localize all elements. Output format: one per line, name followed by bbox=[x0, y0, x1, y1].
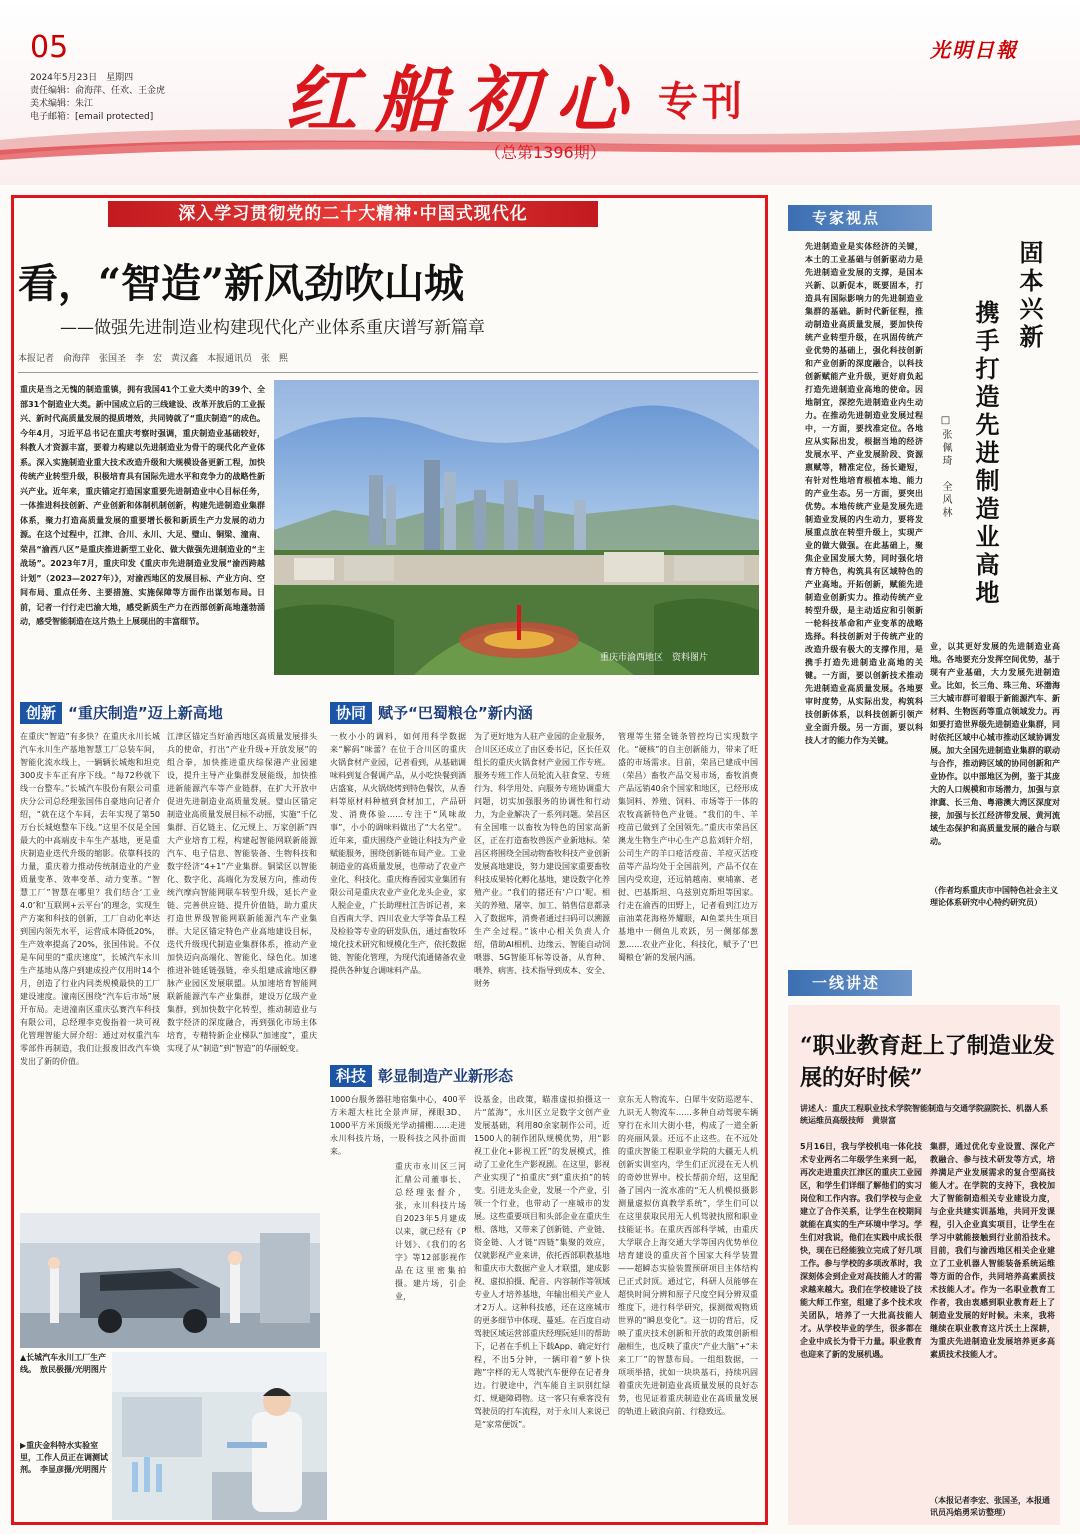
theme-banner: 深入学习贯彻党的二十大精神·中国式现代化 bbox=[108, 201, 598, 227]
section-tag: 科技 bbox=[330, 1065, 372, 1087]
main-headline: 看，“智造”新风劲吹山城 bbox=[18, 260, 465, 307]
expert-article-body: 业，以其更好发展的先进制造业高地。各地要充分发挥空间优势，基于现有产业基础，大力发展先进制造业。比如，长三角、珠三角、环渤海三大城市群可着眼于新能源汽车、新材料、生物医药等重点领域发力。再如要打造世界级先进制造业集群，同时依托区域中心城市推动区域协调发展。加大全国先进制造业集群的联动与合作，推动跨区域的协同创新和产业协作。以中部地区为例，鉴于其庞大的人口规模和市场潜力，加强与京津冀、长三角、粤港澳大湾区深度对接，加强与长江经济带发展、黄河流域生态保护和高质量发展的融合与联动。 bbox=[930, 642, 1060, 846]
photo-caption: ▶重庆金科特水实验室里，工作人员正在调测试剂。 李显彦摄/光明图片 bbox=[20, 1441, 108, 1474]
section-title: 赋予“巴蜀粮仓”新内涵 bbox=[378, 704, 533, 722]
page-number: 05 bbox=[30, 30, 69, 65]
laboratory-photo bbox=[112, 1352, 327, 1520]
section-tag: 创新 bbox=[20, 702, 62, 724]
issue-date: 2024年5月23日 星期四 bbox=[30, 73, 134, 83]
frontline-note: （本报记者李宏、张国圣，本报通讯员冯焰勇采访整理） bbox=[930, 1496, 1050, 1517]
article-column: 1000台服务器驻地宿集中心，400平方米超大柱比全景声屏，裸眼3D、1000平方米顶级光学动捕棚……走进永川科技片场，一股科技之风扑面而来。 bbox=[330, 1095, 466, 1156]
section-tag: 协同 bbox=[330, 702, 372, 724]
email-line: 电子邮箱：[email protected] bbox=[30, 112, 154, 122]
newspaper-logo: 光明日報 bbox=[930, 38, 1018, 62]
article-column: 在重庆“智造”有多快？在重庆永川长城汽车永川生产基地智慧工厂总装车间，智能化流水线上，一辆辆长城炮和坦克300皮卡车正有序下线。“每72秒就下线一台整车。”长城汽车股份有限公司重庆分公司总经理张国伟自豪地向记者介绍，“就在这个车间，去年实现了第50万台长城炮整车下线。”这里不仅是全国最大的中高端皮卡车生产基地，更是重庆制造业迭代升级的缩影。依靠科技的力量，重庆着力推动传统制造业的产业质量变革、效率变革、动力变革。“智慧工厂”智慧在哪里？我们结合‘工业4.0’和‘互联网+云平台’的理念，实现生产方案和科技的创新，工厂自动化率达到国内领先水平，运营成本降低20%，生产效率提高了20%，张国伟说。不仅是车间里的“重庆速度”，长城汽车永川生产基地从落户到建成投产仅用时14个月，创造了行业内同类规模最快的工厂建设速度。潼南区围绕“汽车后市场”展开布局。走进潼南区重庆弘赛汽车科技有限公司，总经理李克俊指着一块可视化管理智能大屏介绍：通过对权重汽车零部件再制造，我们让报废旧改汽车焕发出了新的价值。 bbox=[20, 732, 160, 1066]
divider bbox=[18, 372, 758, 373]
article-column: 一枚小小的调料，如何用科学数据来“解码”味蕾？在位于合川区的重庆火锅食材产业园，记者看到，从基础调味料到复合餐调产品，从小吃快餐到酒店盛宴，从火锅烧烤到特色餐饮，从香料等原材料种植到食材加工，产品研发、消费体验……专注于“风味故事”，小小的调味料做出了“大名堂”。近年来，重庆围绕产业链让科技为产业赋能服务，围绕创新链布局产业。工业制造业的高质量发展，也带动了农业产业化、科技化。重庆梅香园实业集团有限公司是重庆农业产业化龙头企业，家人脱企业，广长助理杜江告诉记者，来自西南大学、四川农业大学等食品工程及检验等专业的研发队伍，通过畜牧环境化技术研究和规模化生产，依托数据链、智能化管理，为现代流通储备农业提供各种复合调味料产品。 bbox=[330, 732, 466, 975]
article-column: 重庆市永川区三河汇鼎公司董事长、总经理张督介，张，永川科技片场自2023年5月建成以来，就已经有《P计划》、《我们的名字》等12部影视作品在这里密集拍摄。建片场，引企业， bbox=[395, 1162, 466, 1301]
expert-title-line2: 携手打造先进制造业高地 bbox=[971, 300, 1000, 608]
article-column: 江津区锚定当好渝西地区高质量发展排头兵的使命，打出“产业升级+开放发展”的组合拳，加快推进重庆综保港产业园建设，提升主导产业集群发展能级，加快推进新能源汽车等产业链群，在扩大开放中促进先进制造业高质量发展。璧山区锚定制造业高质量发展目标不动摇，实施“千亿集群、百亿链主、亿元规上、万家创新”四大产业培育工程，构建起智能网联新能源汽车、电子信息、智能装备、生物科技和数字经济“4+1”产业集群。铜梁区以智能化、数字化、高端化为发展方向，推动传统汽摩向智能网联车转型升级，延长产业链、完善供应链、提升价值链，助力重庆打造世界级智能网联新能源汽车产业集群。大足区锚定特色产业高地建设目标，迭代升级现代制造业集群体系，推动产业加快迈向高端化、智能化、绿色化。加速推进补链延链强链，牵头组建成渝地区静脉产业园区发展联盟。从加速培育智能网联新能源汽车产业集群，建设万亿级产业集群，到加快数字化转型，推动制造业与数字经济的深度融合，再到强化市场主体培育，专精特新企业梯队“加速度”，重庆实现了从“制造”到“智造”的华丽蜕变。 bbox=[167, 732, 317, 1053]
section-title: 彰显制造产业新形态 bbox=[378, 1067, 514, 1085]
frontline-body: 5月16日，我与学校机电一体化技术专业两名二年级学生来到一起，再次走进重庆江津区的重庆工业园区，和学生们详细了解他们的实习岗位和工作内容。我们学校与企业建立了合作关系，让学生在校期间就能在真实的生产环境中学习。学生们对我说，他们在实践中成长很快，现在已经能独立完成了好几项工作。参与学校的多项改革时，我深刻体会到企业对高技能人才的需求越来越大。我们在学校建设了技能大师工作室，组建了多个技术攻关团队，培养了一大批高技能人才。从学校毕业的学生，很多都在企业中成长为骨干力量。职业教育也迎来了新的发展机遇。 bbox=[800, 1142, 922, 1359]
section-header-synergy bbox=[330, 702, 533, 724]
expert-author-note: （作者均系重庆市中国特色社会主义理论体系研究中心特约研究员） bbox=[930, 886, 1058, 907]
section-header-technology bbox=[330, 1065, 513, 1087]
frontline-title: “职业教育赶上了制造业发展的好时候” bbox=[800, 1033, 1055, 1091]
car-factory-photo bbox=[20, 1213, 320, 1348]
article-column: 管理等生猪全链条管控均已实现数字化。“硬核”的自主创新能力，带来了旺盛的市场需求。目前，荣昌已建成中国（荣昌）畜牧产品交易市场，畜牧消费产品远销40余个国家和地区，已经形成集饲料、养殖、饲料、市场等于一体的农牧高新特色产业链。“我们的牛、羊疫苗已做到了全国领先。”重庆市荣昌区澳龙生物生产中心生产总监刘轩介绍，公司生产的羊口疮活疫苗、羊痘灭活疫苗等产品均处于全国前列，产品不仅在国内受欢迎，还远销越南、柬埔寨、老挝、巴基斯坦、乌兹别克斯坦等国家。行走在渝西的田野上，记者看到江边万亩油菜花海格外耀眼，AI鱼菜共生项目基地中一侧鱼儿欢跃，另一侧郁郁葱葱……农业产业化、科技化，赋予了‘巴蜀粮仓’新的发展内涵。 bbox=[618, 732, 758, 962]
frontline-body: 集群，通过优化专业设置、深化产教融合、参与技术研发等方式，培养满足产业发展需求的复合型高技能人才。在学院的支持下，我校加大了智能制造相关专业建设力度，与企业共建实训基地，共同开发课程，引入企业真实项目，让学生在学习中就能接触到行业前沿技术。目前，我们与渝西地区相关企业建立了工业机器人智能装备系统运维等方面的合作，共同培养高素质技术技能人才。作为一名职业教育工作者，我由衷感到职业教育赶上了制造业发展的好时候。未来，我将继续在职业教育这片沃土上深耕，为重庆先进制造业发展培养更多高素质技术技能人才。 bbox=[930, 1142, 1055, 1359]
frontline-speaker: 讲述人：重庆工程职业技术学院智能制造与交通学院副院长、机器人系统运维员高级技师 黄崇富 bbox=[800, 1104, 1048, 1125]
photo-caption: 重庆市渝西地区 资料图片 bbox=[600, 653, 709, 663]
special-title: 红船初心 bbox=[285, 57, 646, 142]
photo-caption: ▲长城汽车永川工厂生产线。 敖民极摄/光明图片 bbox=[20, 1353, 107, 1374]
expert-authors: □张佩琦 全风林 bbox=[940, 415, 951, 520]
lead-paragraph: 重庆是当之无愧的制造重镇，拥有我国41个工业大类中的39个、全部31个制造业大类。新中国成立后的三线建设、改革开放后的工业振兴、新时代高质量发展的提质增效，共同铸就了“重庆制造”的成色。今年4月，习近平总书记在重庆考察时强调，重庆制造业基础较好，科教人才资源丰富，要着力构建以先进制造业为骨干的现代化产业体系。深入实施制造业重大技术改造升级和大规模设备更新工程，加快传统产业转型升级，积极培育具有国际先进水平和竞争力的战略性新兴产业。近年来，重庆锚定打造国家重要先进制造业中心目标任务，一体推进科技创新、产业创新和体制机制创新，构建先进制造业集群体系，聚力打造高质量发展的重要增长极和新质生产力发展的动力源。在这个过程中，江津、合川、永川、大足、璧山、铜梁、潼南、荣昌“渝西八区”是重庆推进新型工业化、做大做强先进制造业的“主战场”。2023年7月，重庆印发《重庆市先进制造业发展“渝西跨越计划”（2023—2027年）》，对渝西地区的发展目标、产业方向、空间布局、重点任务、主要措施、实施保障等方面作出谋划布局。日前，记者一行行走巴渝大地，感受新质生产力在西部创新高地蓬勃涌动，感受智能制造在这片热土上展现出的丰富细节。 bbox=[20, 385, 265, 626]
byline: 本报记者 俞海萍 张国圣 李 宏 黄汉鑫 本报通讯员 张 熙 bbox=[18, 354, 289, 364]
design-editor-line: 美术编辑：朱江 bbox=[30, 99, 94, 109]
article-column: 设基金，出政策，瞄准虚拟拍摄这一片“蓝海”，永川区立足数字文创产业发展基础，利用80余家制作公司，近1500人的制作团队规模优势，用“影视工业化+影视工匠”的发展模式，推动了工业化生产影视剧。在这里，影视产业实现了“拍重庆”到“重庆拍”的转变。引进龙头企业，发展一个产业，引领一个行业，也带动了一座城市的发展。这些重要项目和头部企业在重庆生根、落地，又带来了创新链、产业链、资金链、人才链“四链”集聚的效应，仅就影视产业来讲，依托西部职教基地和重庆市大数据产业人才联盟，建成影视、虚拟拍摄、配音、内容制作等领域专业人才培养基地，年输出相关产业人才2万人。这种科技感，还在这座城市的更多细节中体现、蔓延。在百度自动驾驶区域运营部重庆经理阮延川的帮助下，记者在手机上下载App、确定好行程，不出5分钟，一辆印着“萝卜快跑”字样的无人驾驶汽车便停在记者身边。行驶途中，汽车能自主识别红绿灯、规避障碍物。这一客只有乘客没有驾驶员的打车流程，对于永川人来说已是“家常便饭”。 bbox=[474, 1095, 610, 1429]
section-header-innovation bbox=[20, 702, 223, 724]
expert-article-body: 先进制造业是实体经济的关键，本土的工业基础与创新驱动力是先进制造业发展的支撑，是国本兴新、以新促本，既要固本，打造具有国际影响力的先进制造业集群的基础。新时代新征程，推动制造业高质量发展，要加快传统产业转型升级，在巩固传统产业优势的基础上，强化科技创新和产业创新的深度融合，以科技创新赋能产业升级，更好肩负起打造先进制造业高地的使命。因地制宜，深挖先进制造业内生动力。在推动先进制造业发展过程中，一方面，要找准定位。各地应从实际出发，根据当地的经济发展水平、产业发展阶段、资源禀赋等，精准定位，扬长避短，有针对性地培育根植本地、能力的产业生态。另一方面，要突出优势。本地传统产业是发展先进制造业发展的内生动力，要将发展重点放在转型升级上，实现产业的做大做强。在此基础上，聚焦企业国发展大势，同时强化培育方特色，构筑具有区域特色的产业高地。开拓创新，赋能先进制造业创新实力。推动传统产业转型升级，是主动适应和引领新一轮科技革命和产业变革的战略选择。科技创新对于传统产业的改造升级有极大的支撑作用，是携手打造先进制造业高地的关键。一方面，要以创新技术推动先进制造业高质量发展。各地要审时度势，从实际出发，构筑科技创新体系，以科技创新引领产业全面升级。另一方面，要以科技人才的能力作为关键。 bbox=[805, 242, 923, 745]
article-column: 为了更好地为人驻产业园的企业服务，合川区还成立了由区委书记，区长任双组长的重庆火锅食材产业园工作专班。服务专班工作人员轮流入驻食堂、专班行为、科学用处、向服务专班协调重大问题，切实加强服务的协调性和行动力，为企业解决了一系列问题。荣昌区有全国唯一以畜牧为特色的国家高新区，正在打造畜牧兽医产业新地标。荣昌区将围绕全国动物畜牧科技产业创新发展高地建设，努力建设国家重要畜牧科技成果转化孵化基地，建设数字化养殖产业。“我们的猪还有‘户口’呢。相关的养殖、屠宰、加工、销售信息都录入了数据库，消费者通过扫码可以溯源生产全过程。”该中心相关负责人介绍，借助AI相机、边缘云、智能自动饲喂器、5G智能耳标等设备，从育种、喂养、病害、技术指导到成本、安全、财务 bbox=[474, 732, 610, 988]
article-column: 京东无人物流车、白犀牛安防巡逻车、九识无人物流车……多种自动驾驶车辆穿行在永川大街小巷，构成了一道全新的亮丽风景。还远不止这些。在不远处的重庆智能工程职业学院的大疆无人机创新实训室内，学生们正沉浸在无人机的奇妙世界中。校长帮前介绍，这里配备了国内一流水准的“无人机模拟摄影测量虚拟仿真教学系统”，学生们可以在这里获取民用无人机驾驶执照和职业技能证书。在重庆西部科学城，由重庆大学联合上海交通大学等国内优势单位培育建设的重庆首个国家大科学装置——超瞬态实验装置预研项目主体结构已正式封顶。通过它，科研人员能够在超快时间分辨和原子尺度空间分辨双重维度下，进行科学研究，探测微观物质世界的“瞬息变化”。这一切的背后，反映了重庆技术创新和开放的政策创新相融相生，也反映了重庆“产业大脑”+“未来工厂”的智慧布局。一组组数据，一项项举措，扰如一块块基石，持续巩固着重庆先进制造业高质量发展的良好态势，也见证着重庆制造业在高质量发展的轨道上破浪向前、行稳致远。 bbox=[618, 1095, 758, 1416]
expert-view-label: 专家视点 bbox=[788, 205, 932, 231]
editors-line: 责任编辑：俞海萍、任欢、王金虎 bbox=[30, 86, 166, 96]
city-skyline-photo bbox=[274, 380, 759, 675]
special-label: 专刊 bbox=[658, 79, 746, 125]
expert-title-line1: 固本兴新 bbox=[1015, 240, 1044, 352]
frontline-label: 一线讲述 bbox=[788, 970, 912, 996]
main-subheadline: ——做强先进制造业构建现代化产业体系重庆谱写新篇章 bbox=[60, 318, 485, 338]
issue-number: （总第1396期） bbox=[485, 143, 606, 162]
section-title: “重庆制造”迈上新高地 bbox=[68, 704, 223, 722]
